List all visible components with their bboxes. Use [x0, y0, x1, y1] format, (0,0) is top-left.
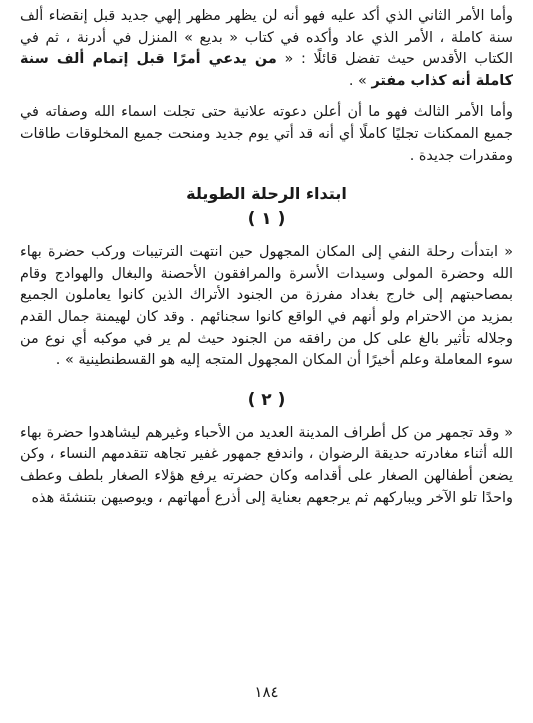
paragraph-second-matter	[20, 6, 513, 92]
paragraph-second-matter-text: وأما الأمر الثاني الذي أكد عليه فهو أنه لن يظهر مظهر إلهي جديد قبل إنقضاء ألف سنة كاملة ، الأمر الذي عاد وأكده في كتاب « بديع » المنزل في أدرنة ، ثم في الكتاب الأقدس حيث تفضل قائلًا : «	[20, 8, 514, 68]
section-title: ابتداء الرحلة الطويلة	[186, 184, 347, 204]
paragraph-crowd-gathering: « وقد تجمهر من كل أطراف المدينة العديد من الأحباء وغيرهم ليشاهدوا حضرة بهاء الله أثناء مغادرته حديقة الرضوان ، واندفع جمهور غفير تجاهه تتقدمهم النساء ، وكن يضعن أطفالهن الصغار على أقدامه وكان حضرته يرفع هؤلاء الصغار بلطف وعطف واحدًا تلو الآخر ويباركهم ثم يرجعهم بعناية إلى أذرع أمهاتهم ، ويوصيهن بتنشئة هذه	[20, 424, 513, 506]
spacer	[20, 413, 513, 423]
quote-close: » .	[348, 72, 367, 89]
section-number-1: ( ١ )	[247, 209, 286, 230]
book-page	[20, 6, 513, 723]
bold-quote: من يدعي أمرًا قبل إتمام ألف سنة كاملة أنه كذاب مفتر	[20, 51, 513, 89]
spacer	[20, 372, 513, 387]
section-number-2: ( ٢ )	[247, 389, 286, 410]
page-number: ١٨٤	[254, 683, 279, 701]
paragraph-journey-start: « ابتدأت رحلة النفي إلى المكان المجهول حين انتهت الترتيبات وركب حضرة بهاء الله وحضرة المولى وسيدات الأسرة والمرافقون الأحصنة والبغال والهوادج وقام بمصاحبتهم إلى خارج بغداد مفرزة من الجنود الأتراك الذين كانوا يعاملون الجميع بمزيد من الاحترام ولو أنهم في الواقع كانوا سجنائهم . وقد كان لهيمنة جمال القدم وجلاله تأثير بالغ على كل من رافقه من الجنود حيث لم ير في موكبه أي نوع من سوء المعاملة وعلم أخيرًا أن المكان المجهول المتجه إليه هو القسطنطينية » .	[20, 244, 513, 369]
spacer	[20, 167, 513, 182]
paragraph-third-matter: وأما الأمر الثالث فهو ما أن أعلن دعوته علانية حتى تجلت اسماء الله وصفاته في جميع الممكنات تجليًا كاملًا أي أنه قد أتي يوم جديد ومنحت جميع المخلوقات طاقات ومقدرات جديدة .	[20, 104, 513, 164]
spacer	[20, 92, 513, 102]
spacer	[20, 232, 513, 242]
